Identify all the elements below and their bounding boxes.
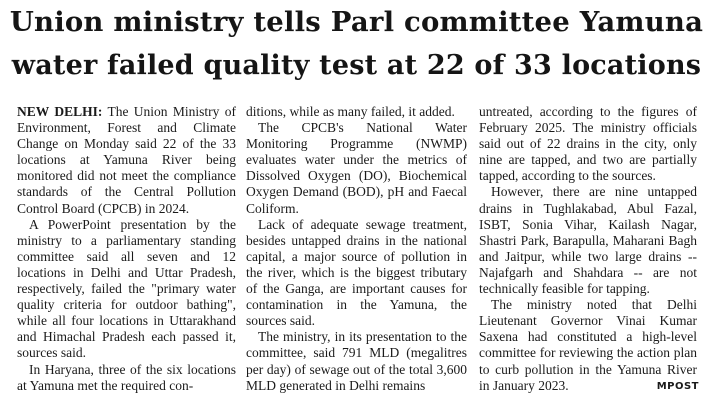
article-paragraph: untreated, according to the figures of February 2025. The ministry officials said out of 22 drains in the city, only nine are tapped, and two are partially tapped, according to the sources. [479,104,697,184]
article-paragraph: The CPCB's National Water Monitoring Programme (NWMP) evaluates water under the metrics of Dissolved Oxygen (DO), Biochemical Oxygen Demand (BOD), pH and Faecal Coliform. [246,120,467,216]
article-paragraph [17,104,236,217]
headline-line-1: Union ministry tells Parl committee Yamuna [9,6,704,38]
article-column-3 [479,104,697,400]
article-paragraph: However, there are nine untapped drains in Tughlakabad, Abul Fazal, ISBT, Sonia Vihar, Kailash Nagar, Shastri Park, Barapulla, Maharani Bagh and Jaitpur, while two large drains -- Najafgarh and Shahdara -- are not technically feasible for tapping. [479,184,697,297]
article-column-1 [17,104,236,400]
paragraph-text: The Union Ministry of Environment, Forest and Climate Change on Monday said 22 of the 33 locations at Yamuna River being monitored did not meet the compliance standards of the Central Pollution Control Board (CPCB) in 2024. [17,104,236,216]
article-paragraph: ditions, while as many failed, it added. [246,104,455,119]
headline [6,0,707,88]
article-paragraph: The ministry, in its presentation to the committee, said 791 MLD (megalitres per day) of sewage out of the total 3,600 MLD generated in Delhi remains [246,329,467,393]
article-paragraph: The ministry noted that Delhi Lieutenant Governor Vinai Kumar Saxena had constituted a high-level committee for reviewing the action plan to curb pollution in the Yamuna River in January 2023. [479,297,697,393]
article-paragraph: In Haryana, three of the six locations at Yamuna met the required con- [17,361,236,393]
dateline: NEW DELHI: [17,104,103,119]
article-paragraph: Lack of adequate sewage treatment, besides untapped drains in the national capital, a major source of pollution in the river, which is the biggest tributary of the Ganga, are important causes for contamination in the Yamuna, the sources said. [246,216,467,329]
article-paragraph: A PowerPoint presentation by the ministry to a parliamentary standing committee said all seven and 12 locations in Delhi and Uttar Pradesh, respectively, failed the "primary water quality criteria for outdoor bathing", while all four locations in Uttarakhand and Himachal Pradesh each passed it, sources said. [17,216,236,361]
article-column-2 [246,104,467,400]
headline-line-2: water failed quality test at 22 of 33 locations [11,50,702,81]
source-credit: MPOST [654,381,699,392]
